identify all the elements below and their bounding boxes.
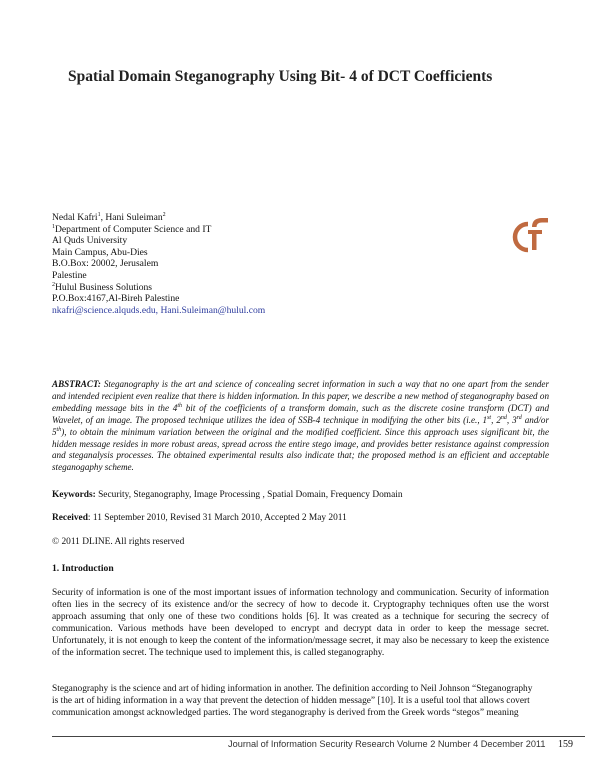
section-heading: 1. Introduction	[52, 563, 114, 574]
affiliation-1-dept: $^1$Department of Computer Science and IT	[52, 223, 212, 235]
affiliation-1-country: Palestine	[52, 269, 87, 281]
copyright: © 2011 DLINE. All rights reserved	[52, 537, 185, 547]
author-emails[interactable]: nkafri@science.alquds.edu, Hani.Suleiman@hulul.com	[52, 304, 266, 316]
affiliation-2-box: P.O.Box:4167,Al-Bireh Palestine	[52, 293, 180, 305]
author-block	[52, 212, 352, 316]
author-names: Nedal Kafri$^1$, Hani Suleiman$^2$	[52, 211, 166, 223]
abstract-label: ABSTRACT:	[52, 379, 101, 389]
received-dates: Received: 11 September 2010, Revised 31 March 2010, Accepted 2 May 2011	[52, 513, 347, 523]
footer-divider	[52, 736, 585, 737]
keywords: Keywords: Security, Steganography, Image Processing , Spatial Domain, Frequency Domain	[52, 490, 403, 500]
paper-title: Spatial Domain Steganography Using Bit- 4 of DCT Coefficients	[68, 68, 493, 85]
footer-journal: Journal of Information Security Research Volume 2 Number 4 December 2011	[228, 739, 546, 749]
intro-paragraph-2: Steganography is the science and art of hiding information in another. The definition according to Neil Johnson “Steganography is the art of hiding information in a way that prevent the detection of hidden message” [10]. It is a useful tool that allows covert communication amongst acknowledged parties. The word steganography is derived from the Greek words “stegos” meaning	[52, 684, 533, 718]
abstract: ABSTRACT: Steganography is the art and science of concealing secret information in such a way that no one apart from the sender and intended recipient even realize that there is hidden information. In this paper, we describe a new method of steganography based on embedding message bits in the 4th bit of the coefficients of a transform domain, such as the discrete cosine transform (DCT) and Wavelet, of an image. The proposed technique utilizes the idea of SSB-4 technique in modifying the other bits (i.e., 1st, 2nd, 3rd and/or 5th), to obtain the minimum variation between the original and the modified coefficient. Since this approach uses significant bit, the hidden message resides in more robust areas, spread across the entire stego image, and provides better resistance against compression and steganalysis processes. The obtained experimental results also indicate that; the proposed method is an efficient and acceptable steganogaphy scheme.	[52, 379, 550, 473]
page-number: 159	[558, 739, 573, 750]
affiliation-1-box: B.O.Box: 20002, Jerusalem	[52, 258, 159, 270]
intro-paragraph-1: Security of information is one of the most important issues of information technology and communication. Security of information often lies in the secrecy of its existence and/or the secrecy of how to decode it. Cryptography techniques often use the worst approach assuming that only one of these two conditions holds [6]. It was created as a technique for securing the secrecy of communication. Various methods have been developed to encrypt and decrypt data in order to keep the message secret. Unfortunately, it is not enough to keep the content of the information/message secret, it may also be necessary to keep the existence of the information secret. The technique used to implement this, is called steganography.	[52, 588, 549, 658]
journal-logo-icon	[508, 212, 550, 256]
affiliation-1-univ: Al Quds University	[52, 235, 128, 247]
affiliation-1-campus: Main Campus, Abu-Dies	[52, 246, 148, 258]
affiliation-2-org: $^2$Hulul Business Solutions	[52, 281, 153, 293]
